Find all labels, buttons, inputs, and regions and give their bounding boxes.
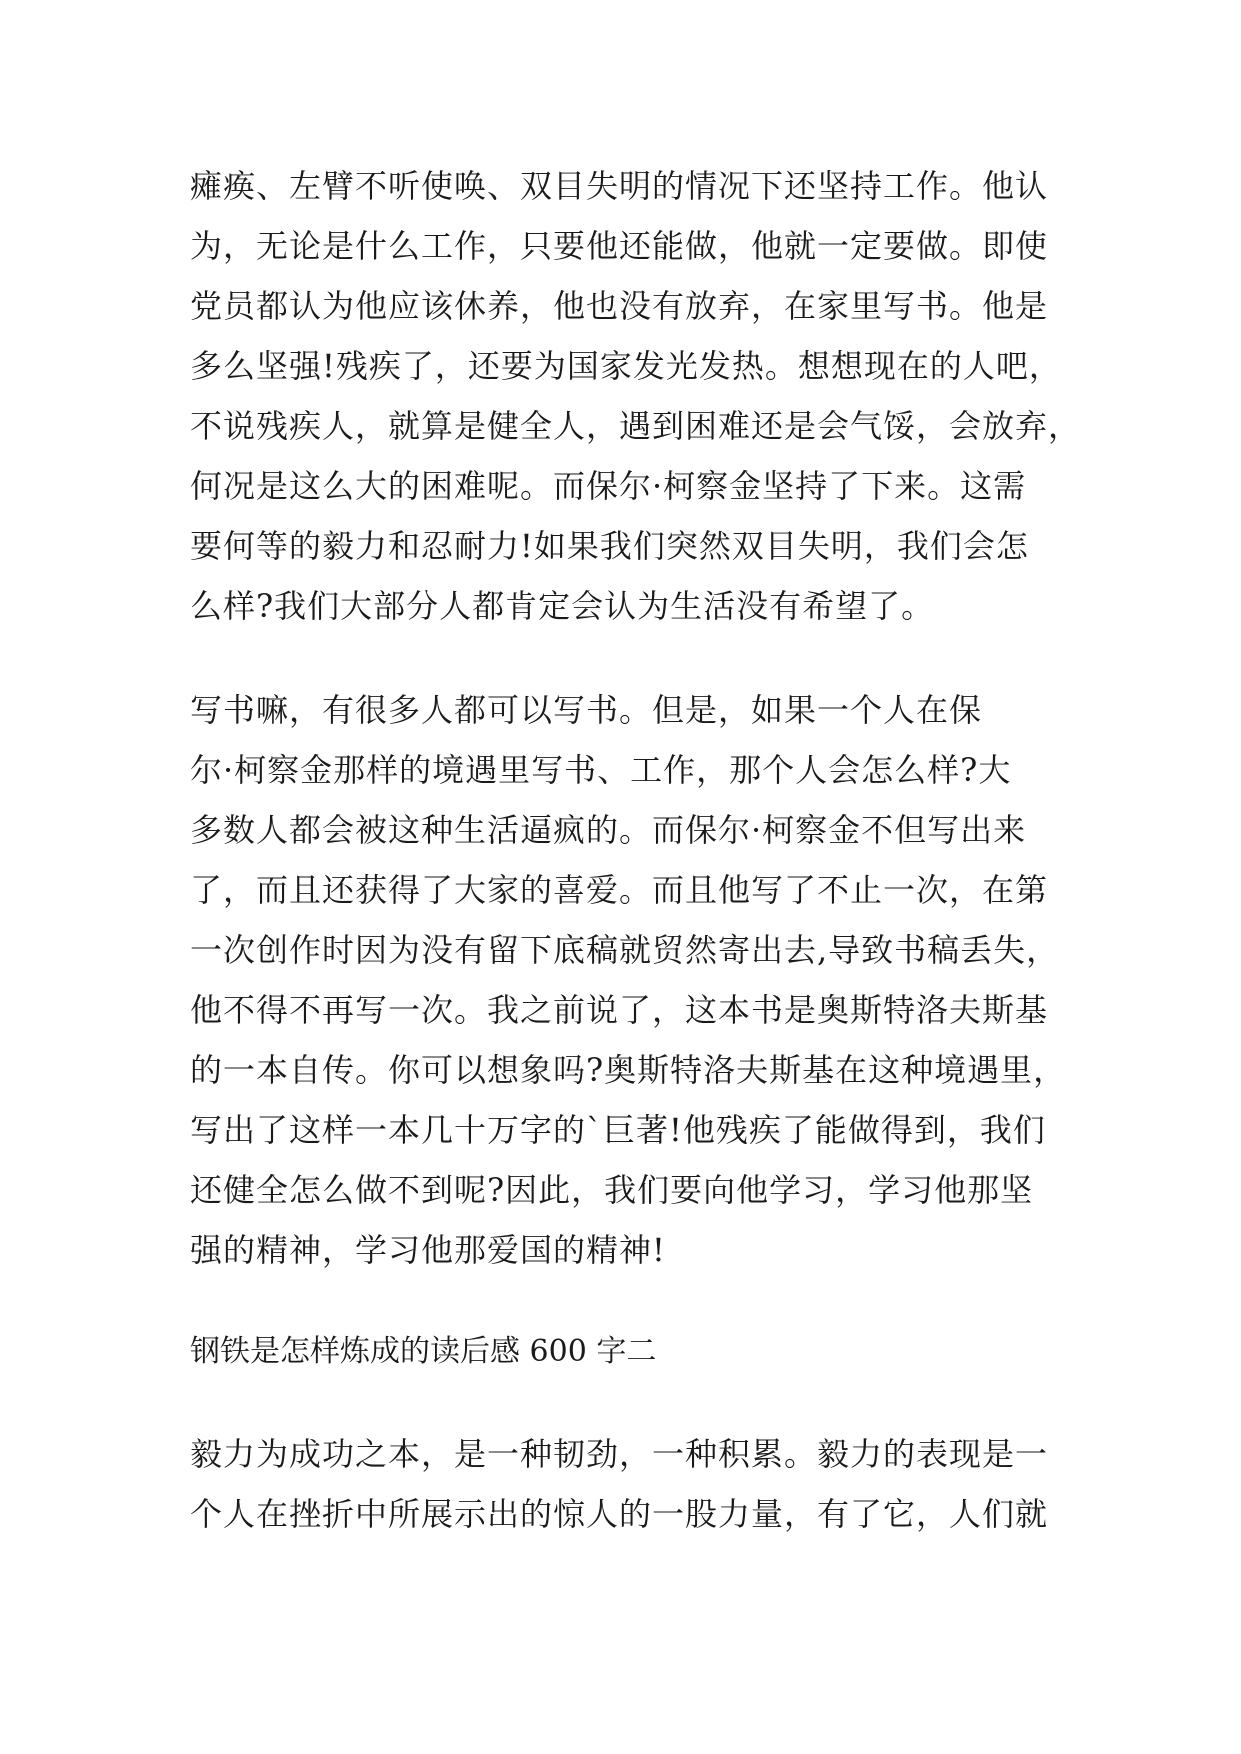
text-line: 强的精神，学习他那爱国的精神! xyxy=(190,1231,666,1269)
text-line: 个人在挫折中所展示出的惊人的一股力量，有了它，人们就 xyxy=(190,1495,1049,1533)
text-line: 的一本自传。你可以想象吗?奥斯特洛夫斯基在这种境遇里， xyxy=(190,1051,1067,1089)
text-line: 尔·柯察金那样的境遇里写书、工作，那个人会怎么样?大 xyxy=(190,751,1012,789)
text-line: 他不得不再写一次。我之前说了，这本书是奥斯特洛夫斯基 xyxy=(190,991,1049,1029)
text-line: 一次创作时因为没有留下底稿就贸然寄出去,导致书稿丢失， xyxy=(190,931,1060,969)
text-line: 何况是这么大的困难呢。而保尔·柯察金坚持了下来。这需 xyxy=(190,467,1027,505)
text-line: 还健全怎么做不到呢?因此，我们要向他学习，学习他那坚 xyxy=(190,1171,1034,1209)
text-line: 写出了这样一本几十万字的`巨著!他残疾了能做得到，我们 xyxy=(190,1111,1046,1149)
text-line: 瘫痪、左臂不听使唤、双目失明的情况下还坚持工作。他认 xyxy=(190,167,1049,205)
text-line: 写书嘛，有很多人都可以写书。但是，如果一个人在保 xyxy=(190,691,983,729)
text-line: 不说残疾人，就算是健全人，遇到困难还是会气馁，会放弃， xyxy=(190,407,1082,445)
text-line: 多数人都会被这种生活逼疯的。而保尔·柯察金不但写出来 xyxy=(190,811,1027,849)
text-line: 了，而且还获得了大家的喜爱。而且他写了不止一次，在第 xyxy=(190,871,1049,909)
section-heading: 钢铁是怎样炼成的读后感 600 字二 xyxy=(190,1334,657,1369)
text-line: 么样?我们大部分人都肯定会认为生活没有希望了。 xyxy=(190,587,935,625)
text-line: 为，无论是什么工作，只要他还能做，他就一定要做。即使 xyxy=(190,227,1049,265)
text-line: 要何等的毅力和忍耐力!如果我们突然双目失明，我们会怎 xyxy=(190,527,1029,565)
text-line: 党员都认为他应该休养，他也没有放弃，在家里写书。他是 xyxy=(190,287,1049,325)
text-line: 毅力为成功之本，是一种韧劲，一种积累。毅力的表现是一 xyxy=(190,1435,1049,1473)
text-line: 多么坚强!残疾了，还要为国家发光发热。想想现在的人吧， xyxy=(190,347,1062,385)
